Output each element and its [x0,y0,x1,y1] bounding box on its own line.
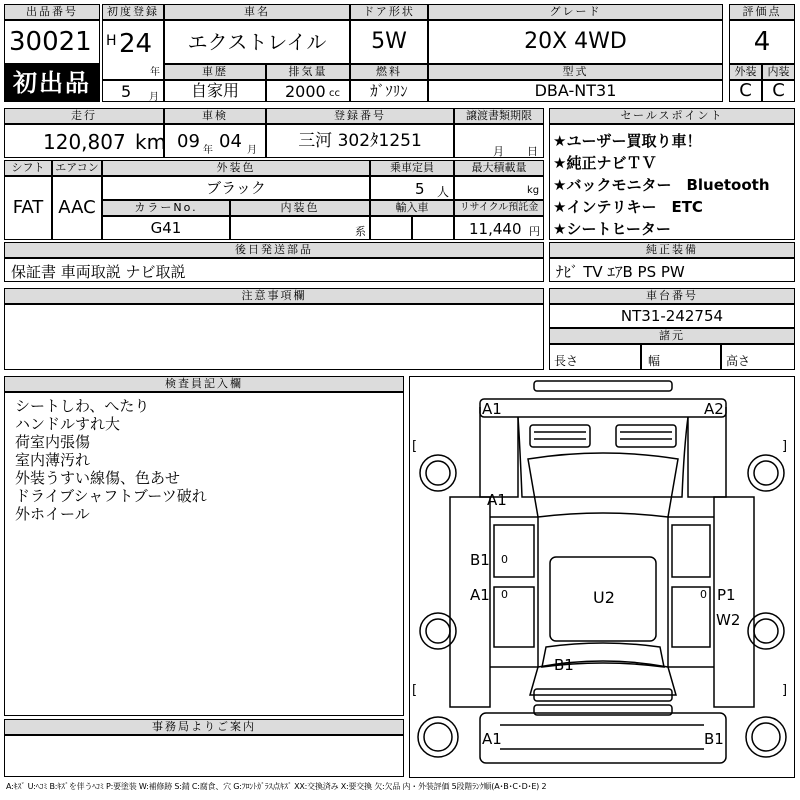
sales-point: ★バックモニター Bluetooth [553,176,770,194]
damage-mark: A1 [482,400,502,418]
import-box [370,216,412,240]
inspection-label: 車検 [164,108,266,124]
capacity-unit: 人 [437,185,450,199]
first-reg-label: 初度登録 [102,4,164,20]
interior-color-unit: 系 [355,225,366,238]
mileage: 120,807 [43,130,126,154]
transfer-label: 譲渡書類期限 [454,108,544,124]
capacity-label: 乗車定員 [370,160,454,176]
load-label: 最大積載量 [454,160,544,176]
inspector-note: 荷室内張傷 [15,433,91,451]
inspector-note: 室内薄汚れ [15,451,91,469]
fuel-label: 燃料 [350,64,428,80]
damage-mark: P1 [717,586,736,604]
exterior-grade-label: 外装 [729,64,762,80]
notes-label: 注意事項欄 [4,288,544,304]
score-box: 4 [729,20,795,64]
displacement-unit: cc [329,88,340,99]
later-parts-box [4,258,544,282]
notes-box [4,304,544,370]
later-parts-label: 後日発送部品 [4,242,544,258]
legend: A:ｷｽﾞ U:ﾍｺﾐ B:ｷｽﾞを伴うﾍｺﾐ P:要塗装 W:補修跡 S:錆 C:腐食、穴 G:ﾌﾛﾝﾄｶﾞﾗｽ点ｷｽﾞ XX:交換済み X:要交換 欠:欠品 内・外装評価 5段階ﾗﾝｸ順(A･B･C･D･E) 2 [6,782,547,791]
reg-year-unit: 年 [150,67,160,78]
inspector-note: ハンドルすれ大 [15,415,121,433]
genuine-equipment: ﾅﾋﾞ TV ｴｱB PS PW [556,263,685,281]
ac-label: エアコン [52,160,102,176]
sales-point: ★ユーザー買取り車！ [553,132,702,150]
dims-width [641,344,721,370]
first-reg-box [102,20,164,80]
recycle: 11,440 [469,220,522,238]
load-unit: kg [527,185,540,196]
shift-label: シフト [4,160,52,176]
inspector-label: 検査員記入欄 [4,376,404,392]
model-box: DBA-NT31 [428,80,723,102]
dims-length [549,344,641,370]
load-box [454,176,544,200]
reg-year: 24 [119,29,153,59]
inspection-box [164,124,266,158]
displacement-label: 排気量 [266,64,350,80]
damage-mark: U2 [593,588,615,607]
dims-length-label: 長さ [554,354,579,368]
lot-number-box [4,20,100,64]
insp-year-unit: 年 [203,145,213,156]
bracket-left: [ [412,439,418,454]
import-box-2 [412,216,454,240]
inspector-box [4,392,404,716]
interior-color-label: 内装色 [230,200,370,216]
damage-mark: A2 [704,400,724,418]
insp-month-unit: 月 [247,145,257,156]
reg-month-unit: 月 [149,92,159,103]
inspector-note: 外装うすい線傷、色あせ [15,469,181,487]
insp-month: 04 [219,131,242,152]
interior-color-box [230,216,370,240]
damage-mark: A1 [470,586,490,604]
reg-month: 5 [121,82,132,101]
color-label: 外装色 [102,160,370,176]
first-listing-badge: 初出品 [4,64,100,102]
capacity: 5 [415,180,425,198]
bracket-right: ] [782,683,788,698]
sales-points-label: セールスポイント [549,108,795,124]
inspector-note: 外ホイール [15,505,90,523]
car-name-box: エクストレイル [164,20,350,64]
transfer-day-unit: 日 [527,145,538,158]
door-label: ドア形状 [350,4,428,20]
sales-point: ★インテリキー ETC [553,198,703,216]
era: H [106,33,117,49]
office-box [4,735,404,777]
mileage-label: 走行 [4,108,164,124]
dims-label: 諸元 [549,328,795,344]
car-outline [410,377,794,777]
inspector-note: シートしわ、へたり [15,397,150,415]
small-zero: 0 [501,588,508,601]
plate-box: 三河 302ﾀ1251 [266,124,454,158]
capacity-box [370,176,454,200]
genuine-label: 純正装備 [549,242,795,258]
history-box: 自家用 [164,80,266,102]
history-label: 車歴 [164,64,266,80]
lot-number: 30021 [9,27,92,57]
mileage-box [4,124,167,158]
chassis-box: NT31-242754 [549,304,795,328]
later-parts: 保証書 車両取説 ナビ取説 [11,263,186,281]
office-label: 事務局よりご案内 [4,719,404,735]
car-condition-diagram [409,376,795,778]
sales-point: ★純正ナビＴＶ [553,154,657,172]
damage-mark: A1 [482,730,502,748]
color-no-box: G41 [102,216,230,240]
plate-label: 登録番号 [266,108,454,124]
sales-point: ★シートヒーター [553,220,671,238]
damage-mark: W2 [716,611,741,629]
mileage-unit: km [135,130,167,154]
small-zero: 0 [501,553,508,566]
ac-box: AAC [52,176,102,240]
bracket-left: [ [412,683,418,698]
damage-mark: B1 [554,656,574,674]
sales-points-box [549,124,795,240]
exterior-grade: C [729,80,762,102]
insp-year: 09 [177,131,200,152]
grade-box: 20X 4WD [428,20,723,64]
genuine-box [549,258,795,282]
grade-label: グレード [428,4,723,20]
color-no-label: カラーNo. [102,200,230,216]
recycle-label: リサイクル預託金 [454,200,544,216]
door-box: 5W [350,20,428,64]
dims-height [721,344,795,370]
displacement: 2000 [285,82,326,101]
damage-mark: A1 [487,491,507,509]
score-label: 評価点 [729,4,795,20]
bracket-right: ] [782,439,788,454]
recycle-box [454,216,544,240]
displacement-box [266,80,350,102]
transfer-box [454,124,544,158]
inspector-note: ドライブシャフトブーツ破れ [15,487,207,505]
shift-box: FAT [4,176,52,240]
lot-number-label: 出品番号 [4,4,100,20]
small-zero: 0 [700,588,707,601]
color-box: ブラック [102,176,370,200]
fuel-box: ｶﾞｿﾘﾝ [350,80,428,102]
dims-width-label: 幅 [648,354,661,368]
car-name-label: 車名 [164,4,350,20]
recycle-unit: 円 [529,225,540,238]
damage-mark: B1 [704,730,724,748]
dims-height-label: 高さ [726,354,751,368]
model-label: 型式 [428,64,723,80]
transfer-month-unit: 月 [493,145,504,158]
chassis-label: 車台番号 [549,288,795,304]
import-label: 輸入車 [370,200,454,216]
interior-grade: C [762,80,795,102]
damage-mark: B1 [470,551,490,569]
first-reg-month-box [102,80,164,102]
interior-grade-label: 内装 [762,64,795,80]
